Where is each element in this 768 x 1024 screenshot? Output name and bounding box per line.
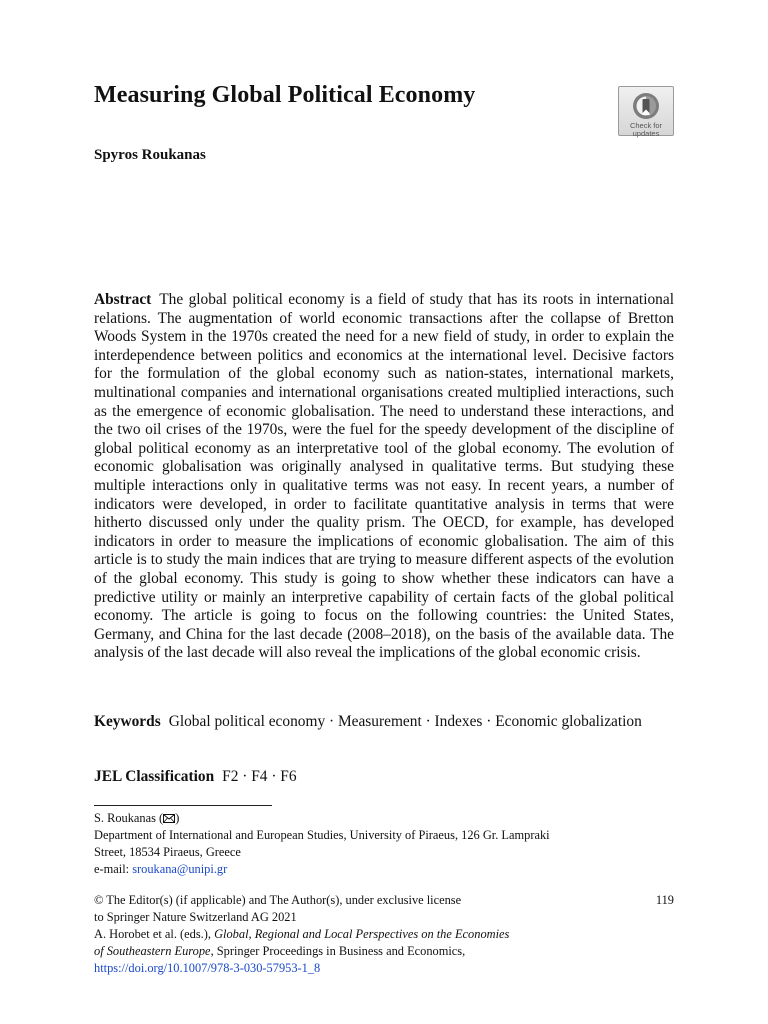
citation-line-1 xyxy=(94,926,624,943)
affiliation-line-2: Street, 18534 Piraeus, Greece xyxy=(94,845,241,859)
book-title-part-1: Global, Regional and Local Perspectives on the Economies xyxy=(214,927,510,941)
keywords xyxy=(94,713,674,732)
jel-codes: F2 · F4 · F6 xyxy=(222,768,297,785)
check-for-updates-badge[interactable] xyxy=(618,86,674,136)
doi-line xyxy=(94,960,624,977)
copyright-line-2: to Springer Nature Switzerland AG 2021 xyxy=(94,910,297,924)
doi-link[interactable]: https://doi.org/10.1007/978-3-030-57953-1_8 xyxy=(94,961,321,975)
envelope-icon[interactable] xyxy=(163,814,175,823)
crossmark-icon xyxy=(631,91,661,121)
affiliation-name: S. Roukanas ( xyxy=(94,811,164,825)
affiliation-name-line xyxy=(94,810,674,827)
keywords-label: Keywords xyxy=(94,713,161,730)
abstract xyxy=(94,291,674,663)
author-name: Spyros Roukanas xyxy=(94,147,206,163)
copyright-block xyxy=(94,892,624,977)
paper-title: Measuring Global Political Economy xyxy=(94,82,476,108)
affiliation-name-close: ) xyxy=(175,811,180,825)
email-link[interactable]: sroukana@unipi.gr xyxy=(132,862,228,876)
copyright-line-1: © The Editor(s) (if applicable) and The Author(s), under exclusive license xyxy=(94,893,462,907)
keywords-text: Global political economy · Measurement · Indexes · Economic globalization xyxy=(168,713,642,730)
jel-label: JEL Classification xyxy=(94,768,215,785)
abstract-text: The global political economy is a field of study that has its roots in international relations. The augmentation of world economic transactions after the collapse of Bretton Woods System in the 1970s created the need for a new field of study, in order to explain the interdependence between politics and economics at the international level. Decisive factors for the formulation of the global economy such as nation-states, international markets, multinational companies and international organisations created multiplied interactions, such as the emergence of economic globalisation. The need to understand these interactions, and the two oil crises of the 1970s, were the fuel for the speedy development of the discipline of global political economy as an interpretative tool of the global economy. The evolution of economic globalisation was originally analysed in qualitative terms. But studying these multiple interactions only in qualitative terms was not easy. In recent years, a number of indicators were developed, in order to facilitate quantitative analysis in terms that were hitherto discussed only under the quality prism. The OECD, for example, has developed indicators in order to measure the implications of economic globalisation. The aim of this article is to study the main indices that are trying to measure different aspects of the evolution of the global economy. This study is going to show whether these indicators can have a predictive utility or mainly an interpretive capability of certain facts of the global political economy. The article is going to focus on the following countries: the United States, Germany, and China for the last decade (2008–2018), on the basis of the available data. The analysis of the last decade will also reveal the implications of the global economic crisis. xyxy=(94,291,674,662)
author-affiliation xyxy=(94,810,674,878)
footnote-divider xyxy=(94,805,272,806)
badge-label: Check for updates xyxy=(629,121,663,138)
affiliation-line-1: Department of International and European Studies, University of Piraeus, 126 Gr. Lampraki xyxy=(94,828,550,842)
series-name: , Springer Proceedings in Business and Economics, xyxy=(210,944,466,958)
citation-editors: A. Horobet et al. (eds.), xyxy=(94,927,215,941)
book-title-part-2: of Southeastern Europe xyxy=(94,944,211,958)
citation-line-2 xyxy=(94,943,624,960)
page-number: 119 xyxy=(655,893,674,907)
email-label: e-mail: xyxy=(94,862,133,876)
abstract-label: Abstract xyxy=(94,291,152,308)
affiliation-email-line xyxy=(94,861,674,878)
jel-classification xyxy=(94,768,674,787)
